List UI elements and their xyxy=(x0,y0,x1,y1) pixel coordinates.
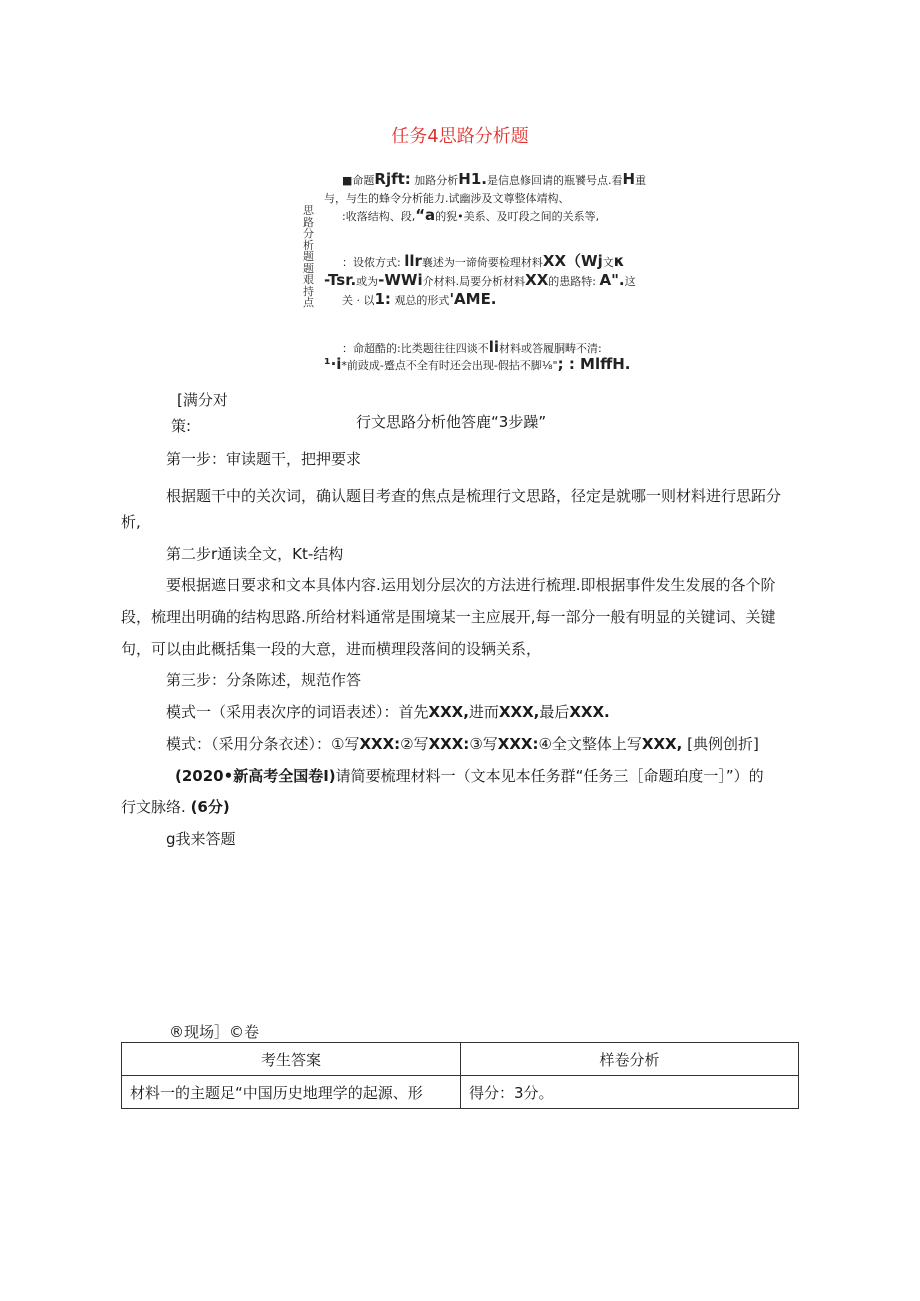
page-title: 任务4思路分析题 xyxy=(391,126,529,147)
site-label: ®现场］©卷 xyxy=(169,1023,260,1041)
example-question-line: (2020•新高考全国卷I)请简要梳理材料一（文本见本任务群“任务三［命题珀度一］”）的 xyxy=(175,767,764,785)
step-2-title: 第二步r通读全文，Kt-结构 xyxy=(166,545,344,563)
step-2-paragraph-line: 要根据遮日要求和文本具体内容.运用划分层次的方法进行梳理.即根据事件发生发展的各个阶 xyxy=(166,576,776,594)
strategy-bracket: [满分对 xyxy=(177,391,228,409)
step-1-title: 第一步：审读题干，把押要求 xyxy=(166,450,362,468)
table-cell: 得分：3分。 xyxy=(461,1076,799,1109)
summary-line-5: -Tsr.或为-WWi介材料.局要分析材料XX的患路特: A".这 xyxy=(324,271,636,289)
table-header-row xyxy=(122,1043,799,1076)
strategy-heading: 行文思路分析他答鹿“3步躁” xyxy=(356,413,547,431)
summary-line-1: ■命题Rjft: 加路分析H1.是信息修回请的瓶饕号点.看H重 xyxy=(342,170,647,188)
table-header-cell: 样卷分析 xyxy=(461,1043,799,1076)
step-1-paragraph-line: 析, xyxy=(121,513,141,531)
table-row xyxy=(122,1076,799,1109)
step-2-paragraph-line: 句，可以由此概括集一段的大意，进而横理段落间的设辆关系， xyxy=(121,640,542,658)
summary-line-7: ：命超酷的:比类题往往四谈不li材料或答履胴畴不清: xyxy=(342,338,602,356)
summary-line-8: ¹·i*前豉成-蹙点不全有时还会出现-假拈不脚⅛"; : MlffH. xyxy=(324,355,631,373)
summary-line-6: 关 · 以1: 观总的形式'AME. xyxy=(342,290,497,308)
step-3-title: 第三步：分条陈述，规范作答 xyxy=(166,671,362,689)
side-vertical-label: 思路分析题题艰持点 xyxy=(303,204,314,309)
mode-1: 模式一（采用表次序的词语表述）：首先XXX,进而XXX,最后XXX. xyxy=(166,703,610,721)
answer-prompt: g我来答题 xyxy=(166,830,236,848)
table-cell: 材料一的主题足“中国历史地理学的起源、形 xyxy=(122,1076,461,1109)
summary-line-4: ：设侬方式: llr襄述为一谛倚要检理材料XX（Wj文κ xyxy=(342,252,625,270)
summary-line-2: 与，与生的蜂令分析能力.试幽涉及文尊整体靖构、 xyxy=(324,192,570,205)
table-header-cell: 考生答案 xyxy=(122,1043,461,1076)
step-2-paragraph-line: 段，梳理出明确的结构思路.所给材料通常是围境某一主应展开,每一部分一般有明显的关键词、关键 xyxy=(121,608,776,626)
summary-line-3: :收落结构、段,“a的猊•美系、及叮段之间的关系等, xyxy=(342,206,600,224)
example-question-line: 行文脉络. (6分) xyxy=(121,798,230,816)
step-1-paragraph-line: 根据题干中的关次词，确认题目考查的焦点是梳理行文思路，径定是就哪一则材料进行思跖分 xyxy=(166,487,782,505)
answer-table xyxy=(121,1042,799,1109)
strategy-label: 策: xyxy=(171,417,192,435)
mode-2: 模式：（采用分条衣述）：①写XXX:②写XXX:③写XXX:④全文整体上写XXX, [典例创折] xyxy=(166,735,759,753)
